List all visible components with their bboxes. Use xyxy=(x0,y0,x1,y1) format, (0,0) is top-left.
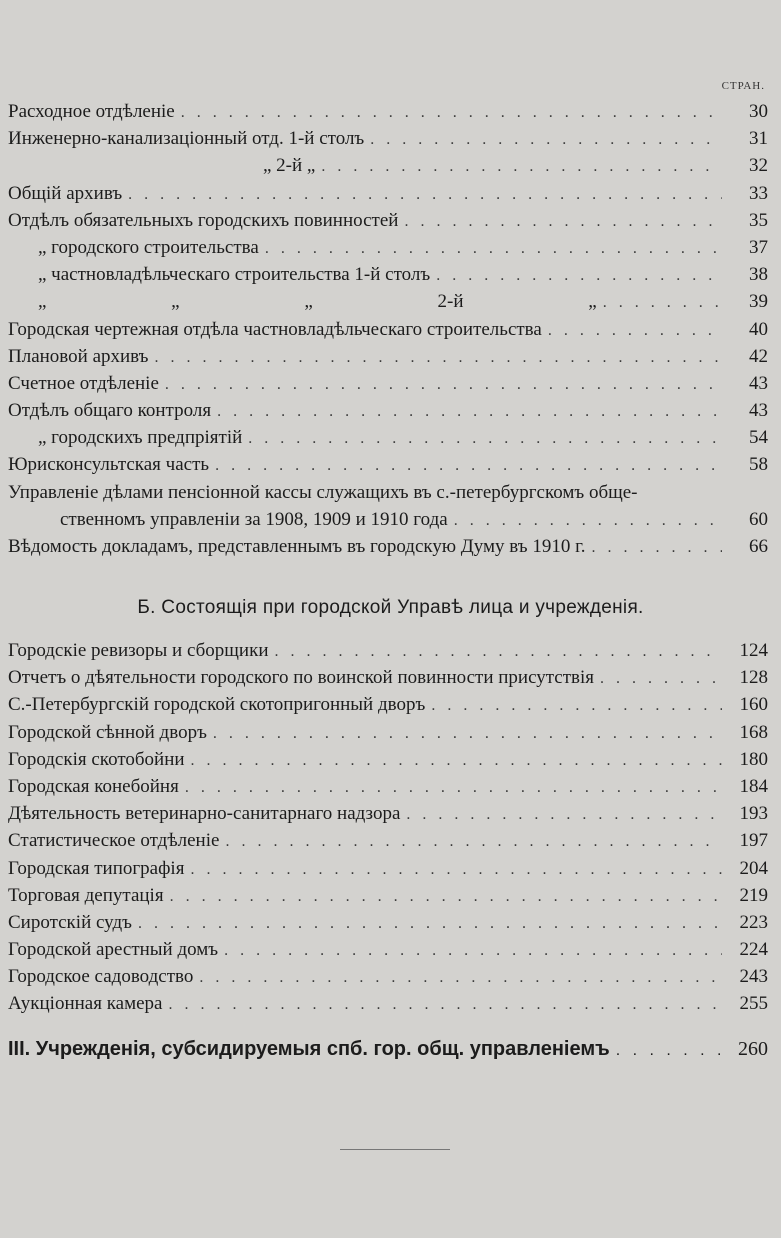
toc-entry-title: Городскiе ревизоры и сборщики xyxy=(8,640,269,661)
toc-entry xyxy=(8,963,768,990)
section-b-heading: Б. Состоящiя при городской Управѣ лица и учрежденiя. xyxy=(137,597,644,618)
toc-entry xyxy=(8,343,768,370)
toc-entry-title: Вѣдомость докладамъ, представленнымъ въ городскую Думу въ 1910 г. xyxy=(8,536,586,557)
toc-entry-title: С.-Петербургскiй городской скотопригонный дворъ xyxy=(8,694,426,716)
toc-entry-page: 204 xyxy=(739,857,768,879)
toc-entry-title: Аукцiонная камера xyxy=(8,993,163,1015)
toc-entry-page: 43 xyxy=(749,372,768,394)
toc-entry-title: „ 2-й „ xyxy=(263,155,316,177)
toc-entry-title: Сиротскiй судъ xyxy=(8,911,132,933)
toc-entry-page: 124 xyxy=(739,640,768,661)
toc-entry-title: Городской арестный домъ xyxy=(8,939,219,961)
toc-entry-title: Дѣятельность ветеринарно-санитарнаго надзора xyxy=(8,803,401,825)
toc-entry-title: Городская типографiя xyxy=(8,857,185,879)
toc-entry-pension-line2: ственномъ управленiи за 1908, 1909 и 1910 года xyxy=(60,508,448,530)
toc-entry-page: 31 xyxy=(749,128,768,150)
toc-entry-page: 224 xyxy=(739,939,768,961)
toc-entry xyxy=(8,990,768,1017)
toc-entry-title: Плановой архивъ xyxy=(8,345,149,367)
toc-entry-page: 66 xyxy=(749,536,768,557)
toc-section-a xyxy=(8,98,768,560)
toc-entry xyxy=(8,180,768,207)
toc-entry xyxy=(8,125,768,152)
toc-entry xyxy=(8,98,768,125)
toc-entry-page: 54 xyxy=(749,427,768,449)
toc-entry xyxy=(8,207,768,234)
toc-entry-page: 37 xyxy=(749,236,768,258)
section-iii-entry xyxy=(8,1034,768,1064)
toc-entry-page: 168 xyxy=(739,721,768,743)
toc-entry xyxy=(8,506,768,533)
toc-entry-title: „ городскихъ предпрiятiй xyxy=(38,427,243,449)
toc-entry-title: Общiй архивъ xyxy=(8,182,123,204)
toc-entry xyxy=(8,152,768,179)
toc-entry-pension-line1: Управленiе дѣлами пенсiонной кассы служащихъ въ с.-петербургскомъ обще- xyxy=(8,481,638,503)
toc-entry-title: Городской сѣнной дворъ xyxy=(8,721,207,743)
toc-entry-page: 223 xyxy=(739,911,768,933)
toc-entry-page: 128 xyxy=(739,667,768,689)
toc-entry xyxy=(8,261,768,288)
toc-entry-page: 38 xyxy=(749,264,768,286)
section-iii-page: 260 xyxy=(738,1038,768,1060)
toc-entry xyxy=(8,370,768,397)
toc-entry xyxy=(8,288,768,315)
toc-entry xyxy=(8,691,768,718)
toc-entry xyxy=(8,746,768,773)
toc-entry xyxy=(8,909,768,936)
toc-section-b xyxy=(8,637,768,1018)
toc-entry-title: Городское садоводство xyxy=(8,966,194,988)
toc-entry-title: Отдѣлъ общаго контроля xyxy=(8,400,212,422)
toc-entry xyxy=(8,397,768,424)
toc-entry-title: Статистическое отдѣленiе xyxy=(8,830,220,852)
toc-entry-page: 58 xyxy=(749,454,768,476)
toc-entry-page: 42 xyxy=(749,345,768,367)
toc-entry xyxy=(8,882,768,909)
toc-entry xyxy=(8,773,768,800)
toc-entry xyxy=(8,316,768,343)
toc-entry-page: 180 xyxy=(739,748,768,770)
toc-entry-page: 193 xyxy=(739,803,768,825)
toc-entry-page: 32 xyxy=(749,155,768,177)
toc-entry-page: 39 xyxy=(749,291,768,313)
toc-entry-page: 243 xyxy=(739,966,768,988)
toc-entry-title: Отчетъ о дѣятельности городского по воинской повинности присутствiя xyxy=(8,667,595,689)
toc-entry-title: Городскiя скотобойни xyxy=(8,748,185,770)
toc-entry xyxy=(8,800,768,827)
toc-entry-page: 160 xyxy=(739,694,768,716)
toc-entry xyxy=(8,533,768,560)
divider-rule xyxy=(340,1149,450,1150)
toc-entry-title: Городская конебойня xyxy=(8,775,179,797)
toc-entry-page: 30 xyxy=(749,101,768,122)
toc-entry-title: Городская чертежная отдѣла частновладѣльческаго строительства xyxy=(8,318,542,340)
toc-entry-title: „ частновладѣльческаго строительства 1-й столъ xyxy=(38,264,431,286)
toc-entry-title: Юрисконсультская часть xyxy=(8,454,210,476)
toc-entry-title: Торговая депутацiя xyxy=(8,884,164,906)
toc-entry xyxy=(8,936,768,963)
toc-entry-page: 184 xyxy=(739,775,768,797)
toc-entry-page: 33 xyxy=(749,182,768,204)
toc-entry-title: „ „ „ 2-й „ xyxy=(38,291,597,313)
toc-entry-title: „ городского строительства xyxy=(38,236,259,258)
toc-entry xyxy=(8,637,768,664)
toc-entry-title: Расходное отдѣленiе xyxy=(8,101,175,122)
toc-entry-page: 40 xyxy=(749,318,768,340)
section-iii-title: III. Учрежденiя, субсидируемыя спб. гор. общ. управленiемъ xyxy=(8,1038,610,1060)
toc-entry xyxy=(8,827,768,854)
toc-entry-page: 43 xyxy=(749,400,768,422)
toc-entry xyxy=(8,234,768,261)
toc-entry-title: Счетное отдѣленiе xyxy=(8,372,159,394)
toc-entry xyxy=(8,664,768,691)
toc-entry-page: 197 xyxy=(739,830,768,852)
toc-entry xyxy=(8,719,768,746)
page-column-header: СТРАН. xyxy=(721,80,765,92)
toc-entry-page: 255 xyxy=(739,993,768,1015)
toc-entry-page: 60 xyxy=(749,508,768,530)
toc-entry-title: Инженерно-канализацiонный отд. 1-й столъ xyxy=(8,128,365,150)
toc-entry xyxy=(8,855,768,882)
toc-entry xyxy=(8,451,768,478)
toc-entry-page: 219 xyxy=(739,884,768,906)
toc-entry xyxy=(8,424,768,451)
toc-entry-page: 35 xyxy=(749,209,768,231)
toc-entry-title: Отдѣлъ обязательныхъ городскихъ повинностей xyxy=(8,209,399,231)
